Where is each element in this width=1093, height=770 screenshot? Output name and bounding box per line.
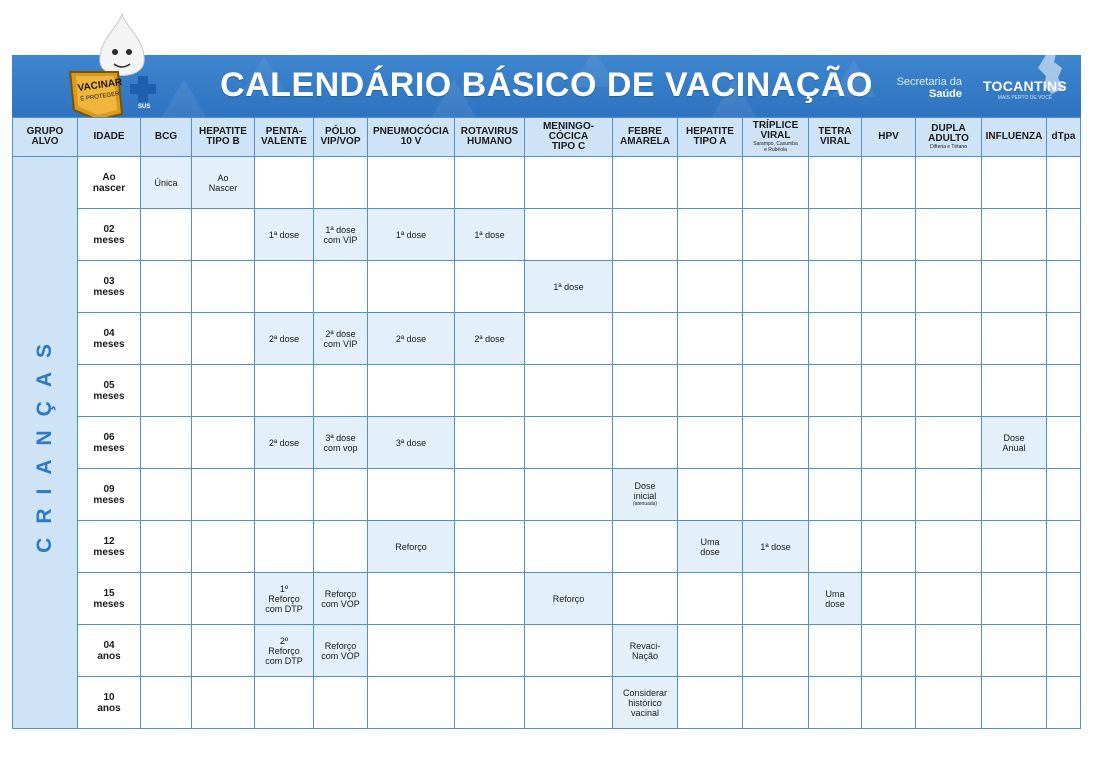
age-label: 06 meses <box>93 431 125 454</box>
dose-label: 2ª dose <box>395 333 427 344</box>
secretaria-line2: Saúde <box>928 88 962 100</box>
col-header-pneumococica: PNEUMOCÓCIA 10 V <box>368 118 455 157</box>
dose-label: Uma dose <box>825 588 845 609</box>
empty-cell <box>525 365 613 417</box>
table-row <box>13 573 1081 625</box>
dose-label: Reforço <box>552 593 585 604</box>
col-header-pentavalente: PENTA- VALENTE <box>255 118 314 157</box>
empty-cell <box>1047 677 1081 729</box>
table-row <box>13 261 1081 313</box>
empty-cell <box>678 469 743 521</box>
empty-cell <box>982 677 1047 729</box>
dose-cell <box>192 157 255 209</box>
empty-cell <box>255 469 314 521</box>
empty-cell <box>916 521 982 573</box>
dose-sub-label: (atenuada) <box>632 501 658 507</box>
age-label: 02 meses <box>93 223 125 246</box>
dose-cell <box>613 625 678 677</box>
empty-cell <box>314 365 368 417</box>
mascot-badge-text: VACINAR <box>77 76 123 95</box>
empty-cell <box>982 521 1047 573</box>
empty-cell <box>255 261 314 313</box>
empty-cell <box>743 209 809 261</box>
dose-label: Reforço <box>395 541 427 552</box>
age-cell <box>78 209 141 261</box>
page-title: CALENDÁRIO BÁSICO DE VACINAÇÃO <box>220 66 873 104</box>
age-cell <box>78 417 141 469</box>
empty-cell <box>613 209 678 261</box>
dose-label: Única <box>154 177 178 188</box>
table-row <box>13 677 1081 729</box>
col-header-triplice-viral: TRÍPLICE VIRAL Sarampo, Caxumba e Rubéola <box>743 118 809 157</box>
dose-label: 1º Reforço com DTP <box>265 583 303 614</box>
empty-cell <box>982 573 1047 625</box>
empty-cell <box>613 365 678 417</box>
empty-cell <box>368 261 455 313</box>
table-row <box>13 625 1081 677</box>
empty-cell <box>916 157 982 209</box>
dose-cell <box>455 209 525 261</box>
empty-cell <box>743 261 809 313</box>
table-body <box>13 157 1081 729</box>
empty-cell <box>916 313 982 365</box>
dose-label: Revaci- Nação <box>629 640 661 661</box>
empty-cell <box>368 365 455 417</box>
empty-cell <box>192 469 255 521</box>
dose-cell <box>255 313 314 365</box>
empty-cell <box>678 625 743 677</box>
age-cell <box>78 261 141 313</box>
empty-cell <box>678 157 743 209</box>
empty-cell <box>192 677 255 729</box>
empty-cell <box>916 573 982 625</box>
empty-cell <box>916 469 982 521</box>
age-cell <box>78 365 141 417</box>
empty-cell <box>809 469 862 521</box>
empty-cell <box>141 417 192 469</box>
empty-cell <box>314 521 368 573</box>
dose-cell <box>809 573 862 625</box>
empty-cell <box>141 469 192 521</box>
empty-cell <box>1047 313 1081 365</box>
empty-cell <box>982 157 1047 209</box>
empty-cell <box>862 573 916 625</box>
empty-cell <box>743 625 809 677</box>
col-header-idade: IDADE <box>78 118 141 157</box>
col-header-rotavirus: ROTAVIRUS HUMANO <box>455 118 525 157</box>
empty-cell <box>192 209 255 261</box>
dose-label: Uma dose <box>700 536 720 557</box>
dose-label: 3ª dose com vop <box>323 432 358 453</box>
empty-cell <box>525 625 613 677</box>
triplice-sub: Sarampo, Caxumba e Rubéola <box>753 141 798 153</box>
empty-cell <box>192 313 255 365</box>
dose-cell <box>314 313 368 365</box>
empty-cell <box>862 261 916 313</box>
empty-cell <box>678 209 743 261</box>
empty-cell <box>455 261 525 313</box>
empty-cell <box>455 677 525 729</box>
age-label: 04 meses <box>93 327 125 350</box>
dose-cell <box>141 157 192 209</box>
empty-cell <box>525 157 613 209</box>
dose-cell <box>455 313 525 365</box>
empty-cell <box>916 365 982 417</box>
empty-cell <box>255 157 314 209</box>
dose-label: 1ª dose <box>760 541 791 552</box>
col-header-bcg: BCG <box>141 118 192 157</box>
table-row <box>13 209 1081 261</box>
dose-label: Dose Anual <box>1002 432 1026 453</box>
col-header-febre-amarela: FEBRE AMARELA <box>613 118 678 157</box>
empty-cell <box>862 157 916 209</box>
table-row <box>13 157 1081 209</box>
dose-label: Considerar histórico vacinal <box>622 687 668 718</box>
empty-cell <box>525 209 613 261</box>
dose-cell <box>314 209 368 261</box>
empty-cell <box>525 677 613 729</box>
empty-cell <box>1047 365 1081 417</box>
empty-cell <box>809 313 862 365</box>
age-cell <box>78 573 141 625</box>
empty-cell <box>809 261 862 313</box>
col-header-hpv: HPV <box>862 118 916 157</box>
empty-cell <box>743 313 809 365</box>
dose-label: 2ª dose <box>474 333 505 344</box>
empty-cell <box>982 313 1047 365</box>
dose-label: 2ª dose <box>268 437 300 448</box>
empty-cell <box>192 417 255 469</box>
dose-cell <box>368 417 455 469</box>
empty-cell <box>809 625 862 677</box>
empty-cell <box>368 573 455 625</box>
empty-cell <box>982 625 1047 677</box>
dose-label: 2ª dose <box>268 333 300 344</box>
empty-cell <box>525 313 613 365</box>
empty-cell <box>809 157 862 209</box>
dose-cell <box>525 573 613 625</box>
empty-cell <box>862 677 916 729</box>
empty-cell <box>192 365 255 417</box>
mascot-badge-subtext: É PROTEGER <box>80 91 120 103</box>
empty-cell <box>455 521 525 573</box>
dose-cell <box>678 521 743 573</box>
empty-cell <box>862 417 916 469</box>
dose-label: 1ª dose <box>268 229 300 240</box>
col-header-dupla-adulto: DUPLA ADULTO Difteria e Tétano <box>916 118 982 157</box>
age-label: 09 meses <box>93 483 125 506</box>
empty-cell <box>255 677 314 729</box>
empty-cell <box>743 417 809 469</box>
dose-label: 1ª dose <box>474 229 505 240</box>
dose-cell <box>314 625 368 677</box>
empty-cell <box>678 313 743 365</box>
col-header-influenza: INFLUENZA <box>982 118 1047 157</box>
empty-cell <box>613 157 678 209</box>
table-row <box>13 365 1081 417</box>
dupla-sub: Difteria e Tétano <box>930 144 967 150</box>
dose-label: Reforço com VOP <box>321 640 360 661</box>
empty-cell <box>455 469 525 521</box>
col-header-hepatite-a: HEPATITE TIPO A <box>678 118 743 157</box>
empty-cell <box>455 157 525 209</box>
col-header-grupo-alvo: GRUPO ALVO <box>13 118 78 157</box>
dose-cell <box>255 417 314 469</box>
dose-cell <box>255 573 314 625</box>
dose-cell <box>743 521 809 573</box>
empty-cell <box>314 157 368 209</box>
empty-cell <box>613 417 678 469</box>
age-label: 03 meses <box>93 275 125 298</box>
empty-cell <box>862 209 916 261</box>
empty-cell <box>1047 261 1081 313</box>
dose-cell <box>982 417 1047 469</box>
empty-cell <box>862 313 916 365</box>
table-row <box>13 313 1081 365</box>
table-header-row <box>13 118 1081 157</box>
empty-cell <box>982 209 1047 261</box>
empty-cell <box>862 365 916 417</box>
empty-cell <box>809 417 862 469</box>
empty-cell <box>743 157 809 209</box>
col-header-meningococica: MENINGO- CÓCICA TIPO C <box>525 118 613 157</box>
dose-label: Ao Nascer <box>208 172 238 193</box>
empty-cell <box>862 469 916 521</box>
age-label: 04 anos <box>97 639 121 662</box>
empty-cell <box>613 261 678 313</box>
tocantins-logo-text: TOCANTINS <box>982 78 1068 94</box>
col-header-dtpa: dTpa <box>1047 118 1081 157</box>
dose-cell <box>314 417 368 469</box>
empty-cell <box>255 521 314 573</box>
dose-cell <box>613 469 678 521</box>
age-label: Ao nascer <box>92 171 126 194</box>
secretaria-line1: Secretaria da <box>896 76 962 88</box>
empty-cell <box>455 625 525 677</box>
empty-cell <box>1047 573 1081 625</box>
empty-cell <box>192 573 255 625</box>
empty-cell <box>314 677 368 729</box>
empty-cell <box>613 521 678 573</box>
empty-cell <box>141 313 192 365</box>
empty-cell <box>678 261 743 313</box>
dose-cell <box>255 209 314 261</box>
secretaria-label <box>870 76 962 100</box>
empty-cell <box>525 521 613 573</box>
empty-cell <box>141 521 192 573</box>
empty-cell <box>862 625 916 677</box>
dose-label: Dose inicial <box>633 481 657 501</box>
empty-cell <box>368 677 455 729</box>
age-cell <box>78 313 141 365</box>
group-cell <box>13 157 78 729</box>
dose-label: 1ª dose <box>395 229 427 240</box>
empty-cell <box>678 677 743 729</box>
empty-cell <box>525 417 613 469</box>
age-cell <box>78 469 141 521</box>
empty-cell <box>809 677 862 729</box>
empty-cell <box>1047 157 1081 209</box>
empty-cell <box>916 209 982 261</box>
dose-cell <box>368 521 455 573</box>
dose-label: 2º Reforço com DTP <box>265 635 303 666</box>
empty-cell <box>368 469 455 521</box>
dose-cell <box>255 625 314 677</box>
dose-cell <box>314 573 368 625</box>
table-row <box>13 417 1081 469</box>
group-label: CRIANÇAS <box>33 330 56 553</box>
empty-cell <box>368 625 455 677</box>
empty-cell <box>255 365 314 417</box>
dose-label: 2ª dose com VIP <box>323 328 358 349</box>
empty-cell <box>809 209 862 261</box>
empty-cell <box>982 469 1047 521</box>
age-label: 05 meses <box>93 379 125 402</box>
empty-cell <box>743 677 809 729</box>
empty-cell <box>455 417 525 469</box>
dose-cell <box>613 677 678 729</box>
dose-cell <box>525 261 613 313</box>
empty-cell <box>455 573 525 625</box>
vaccination-table <box>12 117 1081 729</box>
age-label: 10 anos <box>97 691 121 714</box>
empty-cell <box>678 573 743 625</box>
empty-cell <box>613 573 678 625</box>
dose-label: Reforço com VOP <box>321 588 360 609</box>
age-cell <box>78 625 141 677</box>
tocantins-slogan: MAIS PERTO DE VOCÊ <box>997 95 1053 101</box>
age-cell <box>78 157 141 209</box>
empty-cell <box>1047 417 1081 469</box>
empty-cell <box>455 365 525 417</box>
dose-cell <box>368 209 455 261</box>
empty-cell <box>809 521 862 573</box>
age-label: 15 meses <box>93 587 125 610</box>
empty-cell <box>678 365 743 417</box>
empty-cell <box>192 261 255 313</box>
empty-cell <box>982 261 1047 313</box>
table-row <box>13 521 1081 573</box>
empty-cell <box>314 261 368 313</box>
age-cell <box>78 677 141 729</box>
empty-cell <box>743 365 809 417</box>
dose-label: 1ª dose com VIP <box>323 224 358 245</box>
dose-cell <box>368 313 455 365</box>
empty-cell <box>916 625 982 677</box>
empty-cell <box>1047 625 1081 677</box>
empty-cell <box>141 677 192 729</box>
age-cell <box>78 521 141 573</box>
empty-cell <box>1047 469 1081 521</box>
empty-cell <box>916 261 982 313</box>
col-header-hepatite-b: HEPATITE TIPO B <box>192 118 255 157</box>
empty-cell <box>141 573 192 625</box>
empty-cell <box>1047 521 1081 573</box>
empty-cell <box>192 625 255 677</box>
empty-cell <box>1047 209 1081 261</box>
empty-cell <box>314 469 368 521</box>
table-row <box>13 469 1081 521</box>
empty-cell <box>141 625 192 677</box>
dose-label: 1ª dose <box>553 281 584 292</box>
empty-cell <box>525 469 613 521</box>
sus-label: SUS <box>138 104 151 110</box>
col-header-polio: PÓLIO VIP/VOP <box>314 118 368 157</box>
empty-cell <box>809 365 862 417</box>
empty-cell <box>613 313 678 365</box>
empty-cell <box>916 677 982 729</box>
empty-cell <box>916 417 982 469</box>
empty-cell <box>982 365 1047 417</box>
empty-cell <box>141 209 192 261</box>
empty-cell <box>862 521 916 573</box>
empty-cell <box>141 261 192 313</box>
empty-cell <box>743 573 809 625</box>
dose-label: 3ª dose <box>395 437 427 448</box>
col-header-tetra-viral: TETRA VIRAL <box>809 118 862 157</box>
empty-cell <box>368 157 455 209</box>
empty-cell <box>192 521 255 573</box>
empty-cell <box>743 469 809 521</box>
empty-cell <box>141 365 192 417</box>
age-label: 12 meses <box>93 535 125 558</box>
empty-cell <box>678 417 743 469</box>
